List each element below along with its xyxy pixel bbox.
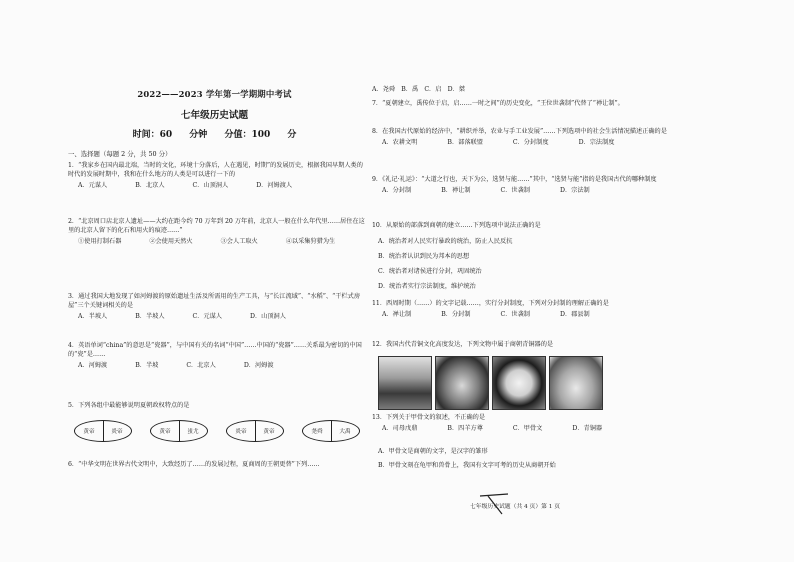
question-text: 11．西周时期（……）的文字记载……，实行分封制度，下列对分封制的理解正确的是 — [372, 300, 609, 307]
question-12 — [372, 341, 702, 350]
option-a — [372, 448, 708, 457]
option: B．半坡人 — [135, 312, 165, 320]
option: C．世袭制 — [500, 310, 530, 318]
oval-d — [302, 420, 360, 442]
oval-b — [150, 420, 208, 442]
artifact-photo-4 — [549, 356, 603, 410]
option: C．分封制度 — [512, 138, 549, 146]
option-text: D．统治者实行宗法制度，维护统治 — [378, 283, 476, 290]
option: ④以采集狩猎为生 — [285, 237, 336, 245]
option-a — [372, 238, 708, 247]
oval-a — [74, 420, 132, 442]
question-text: 8．在我国古代原始的经济中，“耕织并举，农业与手工业发展”……下列选项中的社会生活情况描述正确的是 — [372, 128, 667, 135]
question-2 — [68, 218, 368, 247]
question-6 — [68, 461, 368, 470]
option: A．司母戊鼎 — [382, 424, 418, 432]
oval-right-label: 炎帝 — [111, 429, 123, 435]
artifact-photos — [378, 356, 603, 408]
oval-right-label: 蚩尤 — [187, 429, 199, 435]
option: B．半坡 — [135, 361, 159, 369]
section-heading: 一、选择题（每题 2 分，共 50 分） — [68, 150, 172, 158]
question-text: 4．英语单词“china”的意思是“瓷器”，与中国有关的名词“中国”……中国的“瓷器”……关系最为密切的中国的“瓷”是…… — [68, 342, 362, 358]
option: C．北京人 — [186, 361, 216, 369]
option: B．北京人 — [135, 181, 165, 189]
option: D．河姆渡人 — [256, 181, 293, 189]
question-text: 10．从原始的部落到商朝的建立……下列选项中说法正确的是 — [372, 222, 541, 229]
option: B．禅让制 — [441, 186, 471, 194]
oval-left-label: 炎帝 — [235, 429, 247, 435]
artifact-photo-3 — [492, 356, 546, 410]
option: A．半坡人 — [78, 312, 108, 320]
question-5 — [68, 402, 368, 411]
option-c — [372, 268, 708, 277]
oval-right-label: 黄帝 — [263, 429, 275, 435]
option: ①使用打制石器 — [78, 237, 122, 245]
question-9 — [372, 176, 702, 196]
question-text: 3．通过我国大地发现了如河姆渡的原始遗址生活及所需用的生产工具，与“长江流域”、“水稻”、“干栏式房屋”三个关键词相关的是 — [68, 293, 361, 309]
oval-left-label: 黄帝 — [159, 429, 171, 435]
question-text: A．尧舜 B．禹 C．启 D．桀 — [372, 86, 465, 93]
oval-left-label: 黄帝 — [83, 429, 95, 435]
question-11 — [372, 300, 702, 320]
page-footer: 七年级历史试题（共 4 页）第 1 页 — [470, 504, 561, 510]
option: D．河姆渡 — [243, 361, 274, 369]
exam-score: 分值：100 分 — [224, 130, 297, 140]
question-text: 13．下列关于甲骨文的叙述，不正确的是 — [372, 414, 486, 421]
oval-left-label: 尧舜 — [311, 429, 323, 435]
exam-subtitle: 七年级历史试题 — [180, 110, 249, 121]
question-13 — [372, 414, 702, 434]
option: A．河姆渡 — [78, 361, 108, 369]
question-text: 9．《礼记·礼运》：“大道之行也，天下为公，选贤与能……”其中，“选贤与能”指的是我国古代的哪种制度 — [372, 176, 657, 183]
question-text: 5．下列各组中最能够说明夏朝政权特点的是 — [68, 402, 190, 409]
option: C．元谋人 — [192, 312, 222, 320]
option: C．世袭制 — [500, 186, 530, 194]
answer-line — [372, 86, 702, 95]
option: A．农耕文明 — [382, 138, 418, 146]
question-10 — [372, 222, 702, 231]
option: D．青铜器 — [572, 424, 603, 432]
option: C．甲骨文 — [512, 424, 543, 432]
option-b — [372, 253, 708, 262]
exam-title: 2022——2023 学年第一学期期中考试 — [137, 89, 292, 99]
question-4 — [68, 342, 368, 371]
option-text: B．甲骨文刻在龟甲和兽骨上，我国有文字可考的历史从商朝开始 — [378, 462, 556, 469]
question-3 — [68, 293, 368, 322]
option-text: C．统治者对诸侯进行分封，巩固统治 — [378, 268, 482, 275]
option: A．分封制 — [382, 186, 412, 194]
question-text: 7．“夏朝建立，禹传位于启，启……一时之间”的历史变化，“王位世袭制”代替了“禅让制”。 — [372, 100, 624, 107]
option: A．元谋人 — [78, 181, 108, 189]
question-text: 1．“我家乡在国内最北端，当时的文化，环境十分落后，人在遇见，时期”的发展历史，根据我国早期人类的时代的发展时期中，我和在什么地方的人类是可以进行一下的 — [68, 162, 363, 178]
exam-time: 时间：60 分钟 — [132, 130, 208, 140]
option: D．宗法制 — [560, 186, 590, 194]
artifact-photo-1 — [378, 356, 432, 410]
option-b — [372, 462, 708, 471]
option: ③会人工取火 — [220, 237, 258, 245]
option: D．郡县制 — [560, 310, 590, 318]
artifact-photo-2 — [435, 356, 489, 410]
question-text: 12．我国古代青铜文化高度发达，下列文物中属于商朝青铜器的是 — [372, 341, 554, 348]
option: B．分封制 — [441, 310, 471, 318]
option: ②会使用天然火 — [149, 237, 193, 245]
option: A．禅让制 — [382, 310, 412, 318]
option: B．部落联盟 — [447, 138, 483, 146]
option-text: B．统治者认识到民为邦本的思想 — [378, 253, 470, 260]
option: C．山顶洞人 — [192, 181, 229, 189]
option-text: A．甲骨文是商朝的文字，是汉字的雏形 — [378, 448, 488, 455]
option: D．山顶洞人 — [250, 312, 286, 320]
question-7 — [372, 100, 702, 109]
option: D．宗法制度 — [578, 138, 615, 146]
diagram-ovals — [74, 420, 374, 442]
option-text: A．统治者对人民实行暴政的统治，防止人民反抗 — [378, 238, 513, 245]
question-text: 6．“中华文明在世界古代文明中，大致经历了……的发展过程，夏商周的王朝更替”下列…… — [68, 461, 320, 468]
option: B．四羊方尊 — [447, 424, 483, 432]
question-1 — [68, 162, 368, 191]
exam-meta — [62, 127, 367, 140]
oval-c — [226, 420, 284, 442]
question-8 — [372, 128, 702, 148]
oval-right-label: 大禹 — [339, 429, 351, 435]
question-text: 2．“北京周口店北京人遗址——大约在距今约 70 万年到 20 万年前，北京人一般在什么年代里……居住在这里的北京人留下的化石和用火的痕迹……” — [68, 218, 365, 234]
option-d — [372, 283, 708, 292]
